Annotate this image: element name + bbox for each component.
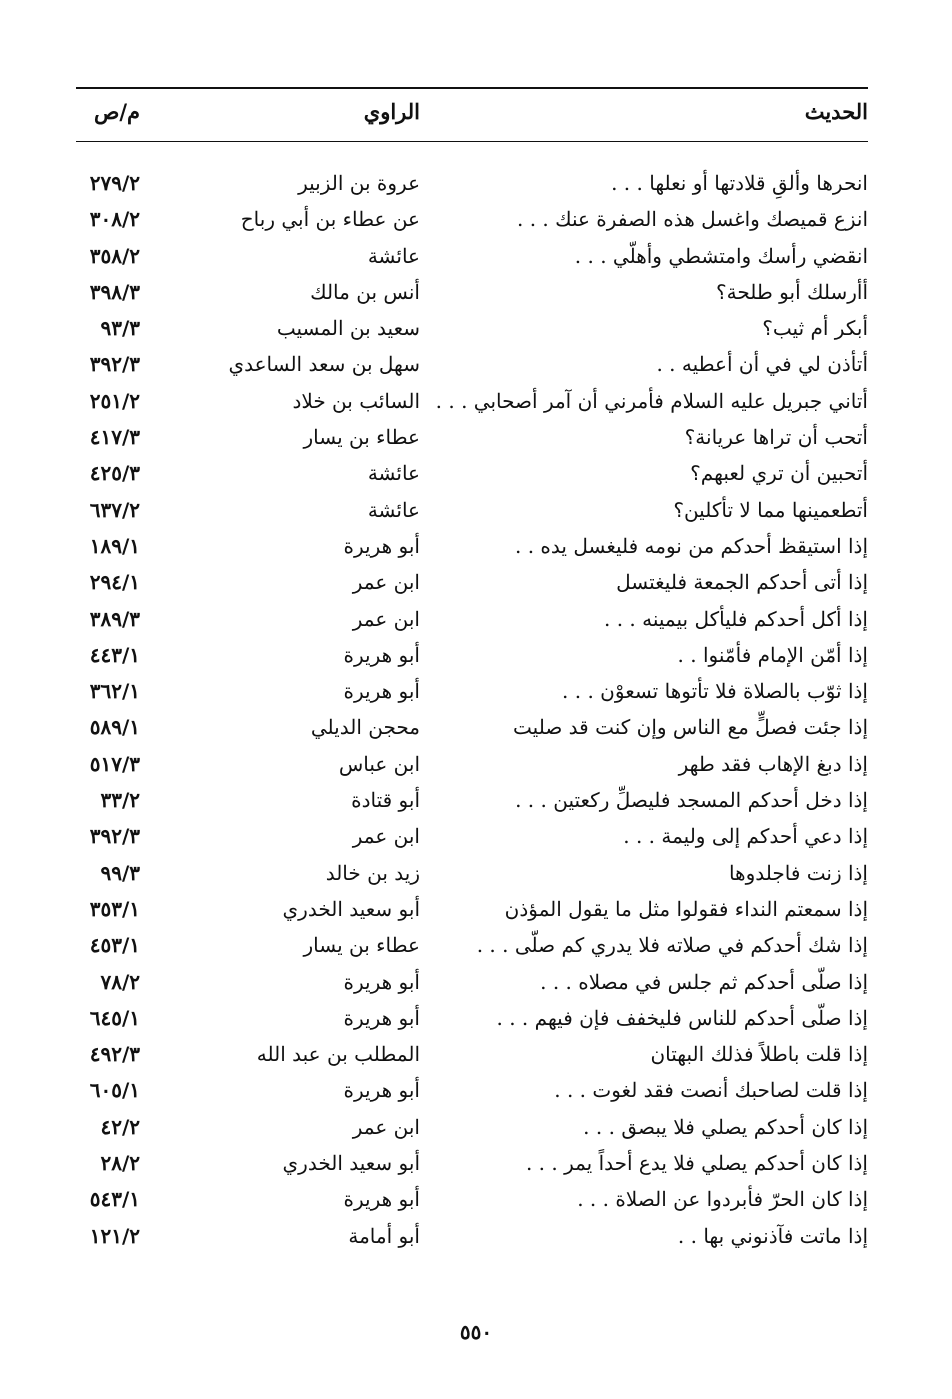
rawi-name: أبو سعيد الخدري: [282, 1151, 420, 1176]
volume-page-ref: ٢٩٤/١: [89, 570, 140, 595]
table-row: [76, 1181, 868, 1217]
table-row: [76, 492, 868, 528]
header-ref: م/ص: [93, 99, 140, 124]
table-row: [76, 818, 868, 854]
table-row: [76, 637, 868, 673]
volume-page-ref: ٣٩٨/٣: [89, 279, 140, 304]
rawi-name: المطلب بن عبد الله: [256, 1042, 420, 1067]
volume-page-ref: ٦٠٥/١: [89, 1078, 140, 1103]
hadith-text: إذا دبغ الإهاب فقد طهر: [678, 751, 868, 776]
rawi-name: أبو أمامة: [348, 1223, 420, 1248]
hadith-text: إذا صلّى أحدكم للناس فليخفف فإن فيهم . . .: [496, 1005, 868, 1030]
table-body: [76, 165, 868, 1254]
volume-page-ref: ٢٧٩/٢: [89, 171, 140, 195]
volume-page-ref: ٣٥٣/١: [89, 896, 140, 921]
table-row: [76, 891, 868, 927]
table-row: [76, 238, 868, 274]
volume-page-ref: ٤٩٢/٣: [89, 1042, 140, 1067]
hadith-text: إذا قلت لصاحبك أنصت فقد لغوت . . .: [554, 1078, 868, 1103]
hadith-text: إذا استيقظ أحدكم من نومه فليغسل يده . .: [515, 533, 868, 558]
table-row: [76, 1145, 868, 1181]
table-row: [76, 746, 868, 782]
header-rule: [76, 141, 868, 142]
rawi-name: أبو سعيد الخدري: [282, 896, 420, 921]
rawi-name: ابن عمر: [352, 824, 420, 849]
hadith-text: إذا قلت باطلاً فذلك البهتان: [650, 1042, 868, 1067]
table-header: [76, 92, 868, 132]
volume-page-ref: ٩٣/٣: [100, 316, 140, 341]
rawi-name: عائشة: [367, 461, 420, 486]
hadith-text: إذا أمّن الإمام فأمّنوا . .: [677, 642, 868, 667]
hadith-text: إذا دخل أحدكم المسجد فليصلِّ ركعتين . . .: [515, 788, 868, 813]
rawi-name: عائشة: [367, 497, 420, 522]
header-hadith: الحديث: [804, 99, 868, 124]
hadith-text: إذا ماتت فآذنوني بها . .: [677, 1223, 868, 1248]
volume-page-ref: ٤٥٣/١: [89, 933, 140, 958]
table-row: [76, 165, 868, 201]
rawi-name: محجن الديلي: [310, 715, 420, 740]
rawi-name: عائشة: [367, 243, 420, 268]
hadith-text: انقضي رأسك وامتشطي وأهلّي . . .: [574, 243, 868, 268]
table-row: [76, 310, 868, 346]
table-row: [76, 1036, 868, 1072]
hadith-text: إذا كان أحدكم يصلي فلا يبصق . . .: [583, 1114, 868, 1139]
rawi-name: عطاء بن يسار: [303, 933, 420, 958]
table-row: [76, 709, 868, 745]
rawi-name: أبو هريرة: [343, 1187, 420, 1212]
rawi-name: أبو هريرة: [343, 1005, 420, 1030]
hadith-text: أتأذن لي في أن أعطيه . .: [656, 352, 868, 377]
volume-page-ref: ٤٢٥/٣: [89, 461, 140, 486]
hadith-text: إذا كان الحرّ فأبردوا عن الصلاة . . .: [577, 1187, 868, 1212]
volume-page-ref: ٥٤٣/١: [89, 1187, 140, 1212]
rawi-name: أبو هريرة: [343, 1078, 420, 1103]
rawi-name: السائب بن خلاد: [292, 388, 420, 413]
table-row: [76, 1218, 868, 1254]
volume-page-ref: ٢٥١/٢: [89, 388, 140, 413]
hadith-text: إذا كان أحدكم يصلي فلا يدع أحداً يمر . . .: [525, 1151, 868, 1176]
volume-page-ref: ١٨٩/١: [89, 533, 140, 558]
table-row: [76, 346, 868, 382]
table-row: [76, 274, 868, 310]
volume-page-ref: ٥٨٩/١: [89, 715, 140, 740]
hadith-text: أبكر أم ثيب؟: [762, 316, 868, 341]
rawi-name: أبو هريرة: [343, 969, 420, 994]
rawi-name: ابن عباس: [338, 751, 420, 776]
table-row: [76, 419, 868, 455]
hadith-text: أتحب أن تراها عريانة؟: [684, 425, 868, 450]
rawi-name: سعيد بن المسيب: [276, 316, 420, 341]
hadith-text: أأرسلك أبو طلحة؟: [716, 279, 868, 304]
volume-page-ref: ٩٩/٣: [100, 860, 140, 885]
page-number: ٥٥٠: [459, 1320, 493, 1344]
rawi-name: عن عطاء بن أبي رباح: [240, 207, 420, 232]
volume-page-ref: ٦٤٥/١: [89, 1005, 140, 1030]
hadith-text: انزع قميصك واغسل هذه الصفرة عنك . . .: [516, 207, 868, 232]
volume-page-ref: ٤١٧/٣: [89, 425, 140, 450]
volume-page-ref: ٣٩٢/٣: [89, 352, 140, 377]
volume-page-ref: ٣٣/٢: [100, 788, 140, 813]
table-row: [76, 782, 868, 818]
rawi-name: سهل بن سعد الساعدي: [228, 352, 420, 377]
hadith-text: أتطعمينها مما لا تأكلين؟: [673, 497, 868, 522]
hadith-text: إذا صلّى أحدكم ثم جلس في مصلاه . . .: [540, 969, 868, 994]
hadith-text: إذا شك أحدكم في صلاته فلا يدري كم صلّى . . .: [476, 933, 868, 958]
volume-page-ref: ٥١٧/٣: [89, 751, 140, 776]
hadith-text: أتاني جبريل عليه السلام فأمرني أن آمر أصحابي . . .: [435, 388, 868, 413]
volume-page-ref: ٣٨٩/٣: [89, 606, 140, 631]
rawi-name: زيد بن خالد: [325, 860, 420, 885]
hadith-text: إذا زنت فاجلدوها: [728, 860, 868, 885]
table-row: [76, 673, 868, 709]
volume-page-ref: ٧٨/٢: [100, 969, 140, 994]
hadith-text: إذا ثوّب بالصلاة فلا تأتوها تسعوْن . . .: [562, 679, 868, 704]
hadith-text: إذا أتى أحدكم الجمعة فليغتسل: [616, 570, 868, 595]
volume-page-ref: ٣٠٨/٢: [89, 207, 140, 232]
top-rule: [76, 87, 868, 89]
table-row: [76, 855, 868, 891]
table-row: [76, 964, 868, 1000]
volume-page-ref: ٣٥٨/٢: [89, 243, 140, 268]
header-rawi: الراوي: [363, 99, 420, 124]
hadith-text: إذا جئت فصلٍّ مع الناس وإن كنت قد صليت: [513, 715, 868, 740]
rawi-name: ابن عمر: [352, 570, 420, 595]
hadith-text: إذا أكل أحدكم فليأكل بيمينه . . .: [603, 606, 868, 631]
table-row: [76, 528, 868, 564]
volume-page-ref: ١٢١/٢: [89, 1223, 140, 1248]
volume-page-ref: ٤٢/٢: [100, 1114, 140, 1139]
table-row: [76, 455, 868, 491]
table-row: [76, 383, 868, 419]
rawi-name: ابن عمر: [352, 606, 420, 631]
table-row: [76, 201, 868, 237]
table-row: [76, 1000, 868, 1036]
volume-page-ref: ٣٦٢/١: [89, 679, 140, 704]
rawi-name: أبو هريرة: [343, 642, 420, 667]
table-row: [76, 1109, 868, 1145]
rawi-name: ابن عمر: [352, 1114, 420, 1139]
rawi-name: عروة بن الزبير: [298, 171, 420, 195]
volume-page-ref: ٣٩٢/٣: [89, 824, 140, 849]
volume-page-ref: ٤٤٣/١: [89, 642, 140, 667]
hadith-text: انحرها وألقِ قلادتها أو نعلها . . .: [611, 171, 868, 195]
table-row: [76, 601, 868, 637]
rawi-name: أبو هريرة: [343, 533, 420, 558]
hadith-text: أتحبين أن تري لعبهم؟: [690, 461, 868, 486]
rawi-name: أنس بن مالك: [310, 279, 420, 304]
volume-page-ref: ٦٣٧/٢: [89, 497, 140, 522]
hadith-text: إذا دعي أحدكم إلى وليمة . . .: [623, 824, 868, 849]
volume-page-ref: ٢٨/٢: [100, 1151, 140, 1176]
table-row: [76, 1072, 868, 1108]
hadith-text: إذا سمعتم النداء فقولوا مثل ما يقول المؤذن: [504, 896, 868, 921]
table-row: [76, 927, 868, 963]
table-row: [76, 564, 868, 600]
rawi-name: عطاء بن يسار: [303, 425, 420, 450]
rawi-name: أبو هريرة: [343, 679, 420, 704]
rawi-name: أبو قتادة: [351, 788, 420, 813]
